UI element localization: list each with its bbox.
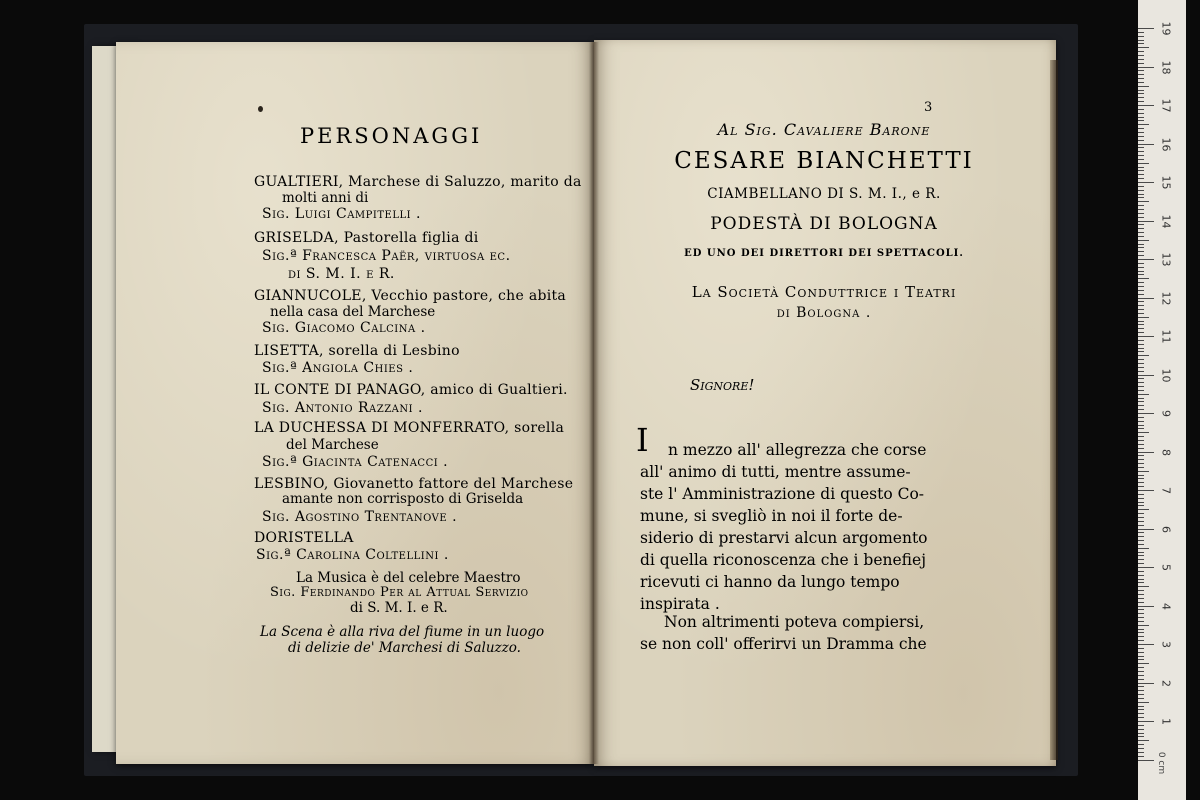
ruler-tick bbox=[1138, 683, 1154, 684]
ruler-tick bbox=[1138, 521, 1144, 522]
ruler-tick bbox=[1138, 386, 1144, 387]
ruler-tick bbox=[1138, 717, 1144, 718]
ruler-tick bbox=[1138, 32, 1144, 33]
ruler-tick bbox=[1138, 59, 1144, 60]
ruler-tick bbox=[1138, 74, 1144, 75]
ruler-tick bbox=[1138, 548, 1149, 549]
ruler-tick bbox=[1138, 259, 1154, 260]
ruler-tick bbox=[1138, 736, 1144, 737]
ruler-tick bbox=[1138, 190, 1144, 191]
performer-name: Sig. Agostino Trentanove . bbox=[262, 509, 458, 525]
ruler-tick bbox=[1138, 440, 1144, 441]
ruler-tick bbox=[1138, 475, 1144, 476]
body-line: inspirata . bbox=[640, 595, 720, 613]
ruler-tick bbox=[1138, 348, 1144, 349]
ruler-tick bbox=[1138, 90, 1144, 91]
ruler-tick bbox=[1138, 232, 1144, 233]
ruler-tick bbox=[1138, 748, 1144, 749]
ruler-tick bbox=[1138, 301, 1144, 302]
ruler-tick bbox=[1138, 702, 1149, 703]
ruler-tick bbox=[1138, 729, 1144, 730]
ruler-tick bbox=[1138, 151, 1144, 152]
ruler-tick bbox=[1138, 317, 1149, 318]
performer-name: Sig. Antonio Razzani . bbox=[262, 400, 423, 416]
body-line: Non altrimenti poteva compiersi, bbox=[664, 613, 925, 631]
ruler-tick bbox=[1138, 756, 1144, 757]
character-line: IL CONTE DI PANAGO, amico di Gualtieri. bbox=[254, 382, 568, 398]
ruler-tick bbox=[1138, 43, 1144, 44]
ruler-number: 5 bbox=[1159, 564, 1173, 571]
ruler-tick bbox=[1138, 274, 1144, 275]
ruler-tick bbox=[1138, 609, 1144, 610]
music-credit: Sig. Ferdinando Per al Attual Servizio bbox=[270, 585, 529, 600]
ruler-tick bbox=[1138, 244, 1144, 245]
ruler-tick bbox=[1138, 47, 1149, 48]
ruler-tick bbox=[1138, 582, 1144, 583]
body-line: di quella riconoscenza che i benefiej bbox=[640, 551, 927, 569]
ruler-tick bbox=[1138, 502, 1144, 503]
ruler-tick bbox=[1138, 444, 1144, 445]
ruler-tick bbox=[1138, 640, 1144, 641]
ruler-tick bbox=[1138, 567, 1154, 568]
performer-name: Sig.ª Carolina Coltellini . bbox=[256, 547, 449, 563]
body-line: siderio di prestarvi alcun argomento bbox=[640, 529, 928, 547]
ruler-tick bbox=[1138, 744, 1144, 745]
performer-name: Sig.ª Francesca Paër, virtuosa ec. bbox=[262, 248, 511, 264]
ruler-tick bbox=[1138, 629, 1144, 630]
ruler-tick bbox=[1138, 709, 1144, 710]
performer-name: Sig. Giacomo Calcina . bbox=[262, 320, 426, 336]
ruler-tick bbox=[1138, 128, 1144, 129]
ruler-tick bbox=[1138, 478, 1144, 479]
ruler-tick bbox=[1138, 486, 1144, 487]
ruler-number: 16 bbox=[1159, 137, 1173, 151]
ruler-number: 13 bbox=[1159, 252, 1173, 267]
ruler-tick bbox=[1138, 344, 1144, 345]
ruler-tick bbox=[1138, 617, 1144, 618]
ruler-tick bbox=[1138, 432, 1149, 433]
ruler-tick bbox=[1138, 586, 1149, 587]
character-line: LISETTA, sorella di Lesbino bbox=[254, 343, 460, 359]
dedicatee-title: ED UNO DEI DIRETTORI DEI SPETTACOLI. bbox=[684, 248, 964, 259]
ruler-tick bbox=[1138, 359, 1144, 360]
ruler-tick bbox=[1138, 667, 1144, 668]
ruler-number: 11 bbox=[1159, 329, 1173, 344]
ruler-tick bbox=[1138, 159, 1144, 160]
ruler-tick bbox=[1138, 240, 1149, 241]
ruler-tick bbox=[1138, 197, 1144, 198]
scene-note: di delizie de' Marchesi di Saluzzo. bbox=[288, 640, 521, 656]
ruler-tick bbox=[1138, 398, 1144, 399]
ruler-tick bbox=[1138, 117, 1144, 118]
ruler-tick bbox=[1138, 163, 1149, 164]
ruler-tick bbox=[1138, 394, 1149, 395]
body-line: se non coll' offerirvi un Dramma che bbox=[640, 635, 927, 653]
ruler-tick bbox=[1138, 324, 1144, 325]
ruler-tick bbox=[1138, 382, 1144, 383]
ruler-tick bbox=[1138, 36, 1144, 37]
ruler-tick bbox=[1138, 28, 1154, 29]
ruler-tick bbox=[1138, 652, 1144, 653]
performer-name: Sig.ª Angiola Chies . bbox=[262, 360, 414, 376]
ink-dot bbox=[258, 106, 263, 112]
page-number: 3 bbox=[924, 100, 933, 115]
salutation: Signore! bbox=[690, 376, 755, 394]
ruler-tick bbox=[1138, 455, 1144, 456]
ruler-tick bbox=[1138, 147, 1144, 148]
ruler-tick bbox=[1138, 313, 1144, 314]
character-line: LESBINO, Giovanetto fattore del Marchese bbox=[254, 476, 574, 492]
ruler-tick bbox=[1138, 390, 1144, 391]
character-line: GUALTIERI, Marchese di Saluzzo, marito da bbox=[254, 174, 582, 190]
ruler-number: 8 bbox=[1159, 448, 1173, 456]
ruler-tick bbox=[1138, 425, 1144, 426]
ruler-tick bbox=[1138, 598, 1144, 599]
ruler-tick bbox=[1138, 328, 1144, 329]
ruler-tick bbox=[1138, 363, 1144, 364]
ruler-tick bbox=[1138, 251, 1144, 252]
ruler-tick bbox=[1138, 448, 1144, 449]
ruler-tick bbox=[1138, 367, 1144, 368]
measurement-ruler bbox=[1138, 0, 1186, 800]
ruler-tick bbox=[1138, 355, 1149, 356]
ruler-tick bbox=[1138, 70, 1144, 71]
ruler-number: 2 bbox=[1159, 679, 1173, 687]
dedicatee-title: CIAMBELLANO DI S. M. I., e R. bbox=[707, 186, 941, 202]
ruler-tick bbox=[1138, 278, 1149, 279]
ruler-number: 6 bbox=[1159, 525, 1173, 533]
ruler-unit: 0 cm bbox=[1156, 751, 1167, 775]
ruler-tick bbox=[1138, 167, 1144, 168]
ruler-number: 7 bbox=[1159, 487, 1173, 494]
ruler-tick bbox=[1138, 140, 1144, 141]
ruler-tick bbox=[1138, 509, 1149, 510]
performer-name: Sig. Luigi Campitelli . bbox=[262, 206, 421, 222]
addressee-line: Al Sig. Cavaliere Barone bbox=[717, 120, 931, 139]
ruler-tick bbox=[1138, 659, 1144, 660]
ruler-tick bbox=[1138, 93, 1144, 94]
ruler-tick bbox=[1138, 656, 1144, 657]
ruler-number: 9 bbox=[1159, 410, 1173, 417]
character-line: GRISELDA, Pastorella figlia di bbox=[254, 230, 479, 246]
character-line: DORISTELLA bbox=[254, 530, 354, 546]
ruler-tick bbox=[1138, 498, 1144, 499]
ruler-tick bbox=[1138, 294, 1144, 295]
ruler-tick bbox=[1138, 255, 1144, 256]
ruler-tick bbox=[1138, 459, 1144, 460]
ruler-tick bbox=[1138, 224, 1144, 225]
ruler-tick bbox=[1138, 405, 1144, 406]
ruler-tick bbox=[1138, 555, 1144, 556]
ruler-tick bbox=[1138, 78, 1144, 79]
ruler-tick bbox=[1138, 540, 1144, 541]
ruler-tick bbox=[1138, 452, 1154, 453]
ruler-tick bbox=[1138, 606, 1154, 607]
ruler-tick bbox=[1138, 721, 1154, 722]
ruler-tick bbox=[1138, 505, 1144, 506]
ruler-tick bbox=[1138, 579, 1144, 580]
ruler-tick bbox=[1138, 675, 1144, 676]
ruler-tick bbox=[1138, 174, 1144, 175]
ruler-tick bbox=[1138, 463, 1144, 464]
performer-name: Sig.ª Giacinta Catenacci . bbox=[262, 454, 449, 470]
ruler-tick bbox=[1138, 725, 1144, 726]
ruler-tick bbox=[1138, 552, 1144, 553]
ruler-tick bbox=[1138, 286, 1144, 287]
ruler-number: 17 bbox=[1159, 98, 1173, 113]
ruler-tick bbox=[1138, 82, 1144, 83]
drop-cap: I bbox=[636, 421, 649, 459]
ruler-tick bbox=[1138, 378, 1144, 379]
ruler-tick bbox=[1138, 648, 1144, 649]
ruler-number: 10 bbox=[1159, 368, 1173, 382]
ruler-tick bbox=[1138, 706, 1144, 707]
ruler-tick bbox=[1138, 124, 1149, 125]
body-line: n mezzo all' allegrezza che corse bbox=[668, 441, 927, 459]
music-credit: di S. M. I. e R. bbox=[350, 600, 448, 616]
ruler-tick bbox=[1138, 740, 1149, 741]
ruler-tick bbox=[1138, 63, 1144, 64]
ruler-tick bbox=[1138, 217, 1144, 218]
page-title: PERSONAGGI bbox=[300, 124, 483, 148]
ruler-tick bbox=[1138, 663, 1149, 664]
ruler-tick bbox=[1138, 563, 1144, 564]
ruler-tick bbox=[1138, 594, 1144, 595]
ruler-tick bbox=[1138, 571, 1144, 572]
music-credit: La Musica è del celebre Maestro bbox=[296, 570, 521, 586]
character-line: amante non corrisposto di Griselda bbox=[282, 491, 524, 507]
ruler-tick bbox=[1138, 490, 1154, 491]
ruler-tick bbox=[1138, 290, 1144, 291]
ruler-tick bbox=[1138, 267, 1144, 268]
ruler-tick bbox=[1138, 86, 1149, 87]
ruler-tick bbox=[1138, 544, 1144, 545]
ruler-tick bbox=[1138, 413, 1154, 414]
ruler-number: 18 bbox=[1159, 60, 1173, 74]
performer-line: di S. M. I. e R. bbox=[288, 266, 395, 282]
ruler-tick bbox=[1138, 221, 1154, 222]
ruler-tick bbox=[1138, 332, 1144, 333]
ruler-tick bbox=[1138, 517, 1144, 518]
ruler-number: 15 bbox=[1159, 175, 1173, 190]
ruler-tick bbox=[1138, 321, 1144, 322]
ruler-tick bbox=[1138, 760, 1154, 761]
ruler-tick bbox=[1138, 421, 1144, 422]
dedicatee-name: CESARE BIANCHETTI bbox=[674, 148, 974, 174]
ruler-number: 4 bbox=[1159, 602, 1173, 610]
ruler-tick bbox=[1138, 263, 1144, 264]
ruler-tick bbox=[1138, 467, 1144, 468]
ruler-tick bbox=[1138, 178, 1144, 179]
ruler-tick bbox=[1138, 401, 1144, 402]
ruler-tick bbox=[1138, 375, 1154, 376]
ruler-tick bbox=[1138, 529, 1154, 530]
ruler-tick bbox=[1138, 632, 1144, 633]
ruler-number: 3 bbox=[1159, 641, 1173, 648]
ruler-tick bbox=[1138, 679, 1144, 680]
ruler-tick bbox=[1138, 309, 1144, 310]
ruler-tick bbox=[1138, 205, 1144, 206]
ruler-tick bbox=[1138, 694, 1144, 695]
ruler-tick bbox=[1138, 186, 1144, 187]
ruler-tick bbox=[1138, 752, 1144, 753]
ruler-tick bbox=[1138, 201, 1149, 202]
ruler-tick bbox=[1138, 351, 1144, 352]
ruler-tick bbox=[1138, 109, 1144, 110]
ruler-tick bbox=[1138, 532, 1144, 533]
ruler-tick bbox=[1138, 494, 1144, 495]
character-line: molti anni di bbox=[282, 190, 369, 206]
ruler-tick bbox=[1138, 132, 1144, 133]
ruler-tick bbox=[1138, 101, 1144, 102]
ruler-tick bbox=[1138, 536, 1144, 537]
sender-line: di Bologna . bbox=[776, 305, 872, 321]
ruler-tick bbox=[1138, 97, 1144, 98]
ruler-tick bbox=[1138, 182, 1154, 183]
ruler-tick bbox=[1138, 120, 1144, 121]
ruler-number: 12 bbox=[1159, 291, 1173, 305]
body-line: ricevuti ci hanno da lungo tempo bbox=[640, 573, 900, 591]
ruler-number: 1 bbox=[1159, 718, 1173, 725]
ruler-tick bbox=[1138, 409, 1144, 410]
ruler-tick bbox=[1138, 671, 1144, 672]
ruler-tick bbox=[1138, 559, 1144, 560]
ruler-tick bbox=[1138, 590, 1144, 591]
ruler-tick bbox=[1138, 136, 1144, 137]
ruler-tick bbox=[1138, 686, 1144, 687]
ruler-tick bbox=[1138, 371, 1144, 372]
ruler-tick bbox=[1138, 513, 1144, 514]
ruler-tick bbox=[1138, 698, 1144, 699]
dedicatee-title: PODESTÀ DI BOLOGNA bbox=[710, 214, 938, 234]
ruler-tick bbox=[1138, 340, 1144, 341]
ruler-tick bbox=[1138, 228, 1144, 229]
character-line: del Marchese bbox=[286, 437, 379, 453]
ruler-tick bbox=[1138, 602, 1144, 603]
ruler-tick bbox=[1138, 482, 1144, 483]
ruler-tick bbox=[1138, 621, 1144, 622]
ruler-tick bbox=[1138, 105, 1154, 106]
character-line: nella casa del Marchese bbox=[270, 304, 436, 320]
ruler-tick bbox=[1138, 282, 1144, 283]
ruler-tick bbox=[1138, 525, 1144, 526]
ruler-tick bbox=[1138, 170, 1144, 171]
ruler-tick bbox=[1138, 428, 1144, 429]
ruler-tick bbox=[1138, 644, 1154, 645]
ruler-tick bbox=[1138, 213, 1144, 214]
ruler-tick bbox=[1138, 144, 1154, 145]
ruler-tick bbox=[1138, 55, 1144, 56]
ruler-tick bbox=[1138, 271, 1144, 272]
ruler-tick bbox=[1138, 417, 1144, 418]
ruler-tick bbox=[1138, 471, 1149, 472]
sender-line: La Società Conduttrice i Teatri bbox=[691, 283, 957, 301]
ruler-tick bbox=[1138, 194, 1144, 195]
ruler-tick bbox=[1138, 113, 1144, 114]
ruler-tick bbox=[1138, 236, 1144, 237]
ruler-tick bbox=[1138, 155, 1144, 156]
ruler-tick bbox=[1138, 336, 1154, 337]
ruler-tick bbox=[1138, 51, 1144, 52]
ruler-tick bbox=[1138, 247, 1144, 248]
ruler-tick bbox=[1138, 305, 1144, 306]
ruler-tick bbox=[1138, 733, 1144, 734]
ruler-number: 19 bbox=[1159, 21, 1173, 36]
ruler-tick bbox=[1138, 436, 1144, 437]
ruler-tick bbox=[1138, 40, 1144, 41]
ruler-tick bbox=[1138, 575, 1144, 576]
character-line: LA DUCHESSA DI MONFERRATO, sorella bbox=[254, 420, 565, 436]
ruler-number: 14 bbox=[1159, 214, 1173, 228]
ruler-tick bbox=[1138, 690, 1144, 691]
body-line: ste l' Amministrazione di questo Co- bbox=[640, 485, 925, 503]
character-line: GIANNUCOLE, Vecchio pastore, che abita bbox=[254, 288, 567, 304]
scene-note: La Scena è alla riva del fiume in un luogo bbox=[260, 624, 545, 640]
ruler-tick bbox=[1138, 67, 1154, 68]
ruler-tick bbox=[1138, 209, 1144, 210]
ruler-tick bbox=[1138, 613, 1144, 614]
body-line: mune, si svegliò in noi il forte de- bbox=[640, 507, 903, 525]
ruler-tick bbox=[1138, 625, 1149, 626]
ruler-tick bbox=[1138, 636, 1144, 637]
ruler-tick bbox=[1138, 298, 1154, 299]
ruler-tick bbox=[1138, 713, 1144, 714]
body-line: all' animo di tutti, mentre assume- bbox=[640, 463, 911, 481]
